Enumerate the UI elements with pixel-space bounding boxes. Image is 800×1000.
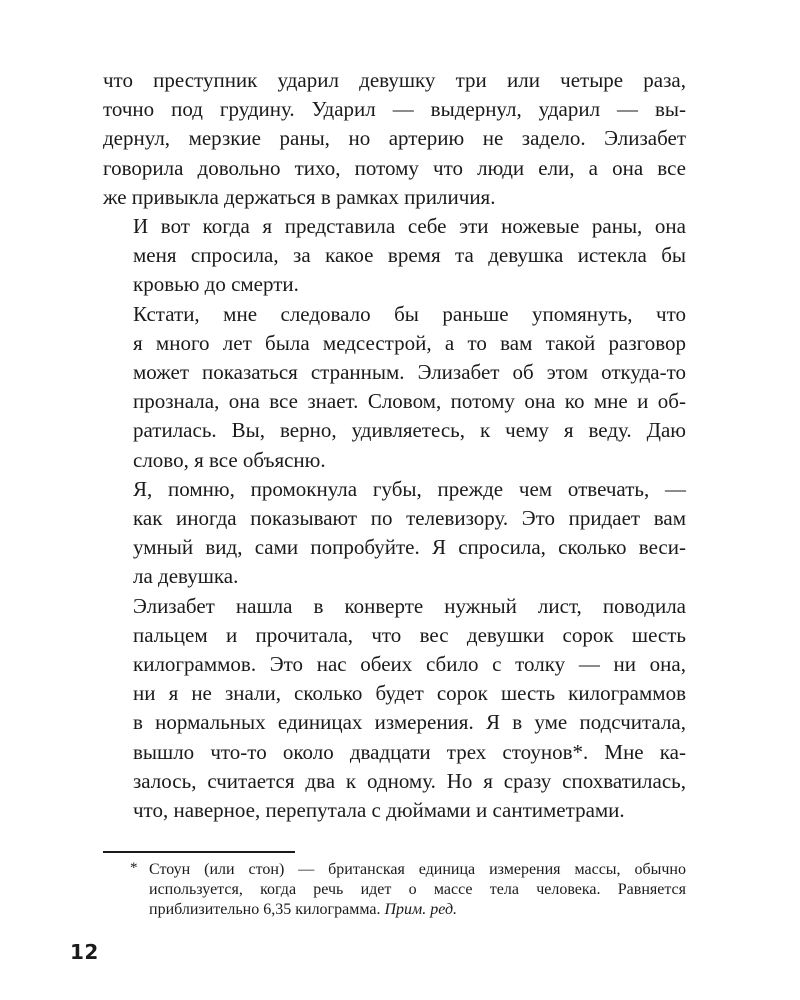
text-line: Я, помню, промокнула губы, прежде чем отвечать, — (133, 476, 686, 501)
text-line: килограммов. Это нас обеих сбило с толку — ни она, (133, 652, 686, 677)
text-line: пальцем и прочитала, что вес девушки сорок шесть (133, 622, 686, 647)
text-line: кровью до смерти. (133, 272, 299, 297)
paragraph-4 (103, 475, 686, 592)
footnote-text (149, 860, 686, 920)
text-line: умный вид, сами попробуйте. Я спросила, сколько веси- (133, 535, 686, 560)
paragraph-2 (103, 212, 686, 300)
text-line: Элизабет нашла в конверте нужный лист, поводила (133, 593, 686, 618)
paragraph-3 (103, 300, 686, 475)
text-line: меня спросила, за какое время та девушка истекла бы (133, 243, 686, 268)
footnote-marker: * (130, 860, 138, 876)
footnote-divider (103, 851, 295, 853)
footnote-line: используется, когда речь идет о массе тела человека. Равняется (149, 881, 686, 898)
text-line: может показаться странным. Элизабет об этом откуда-то (133, 360, 686, 385)
paragraph-5 (103, 592, 686, 826)
text-line: что, наверное, перепутала с дюймами и сантиметрами. (133, 798, 625, 823)
text-line: дернул, мерзкие раны, но артерию не задело. Элизабет (103, 126, 686, 151)
text-line: слово, я все объясню. (133, 447, 326, 472)
text-line: залось, считается два к одному. Но я сразу спохватилась, (133, 768, 686, 793)
text-line: Кстати, мне следовало бы раньше упомянуть, что (133, 301, 686, 326)
text-line: точно под грудину. Ударил — выдернул, ударил — вы- (103, 97, 686, 122)
text-line: что преступник ударил девушку три или четыре раза, (103, 68, 686, 92)
footnote-line: Стоун (или стон) — британская единица измерения массы, обычно (149, 861, 686, 878)
text-line: ратилась. Вы, верно, удивляетесь, к чему я веду. Даю (133, 418, 686, 443)
text-line: в нормальных единицах измерения. Я в уме подсчитала, (133, 710, 686, 735)
footnote (130, 860, 686, 920)
text-line: прознала, она все знает. Словом, потому она ко мне и об- (133, 389, 686, 414)
text-line: говорила довольно тихо, потому что люди ели, а она все (103, 155, 686, 180)
paragraph-1 (103, 66, 686, 212)
body-text (103, 66, 686, 825)
text-line: как иногда показывают по телевизору. Это придает вам (133, 506, 686, 531)
footnote-line (149, 900, 686, 920)
text-line: И вот когда я представила себе эти ножевые раны, она (133, 214, 686, 239)
text-line: ни я не знали, сколько будет сорок шесть килограммов (133, 681, 686, 706)
text-line: ла девушка. (133, 564, 239, 589)
footnote-last-line-text: приблизительно 6,35 килограмма. (149, 901, 381, 918)
page-number: 12 (70, 940, 99, 964)
editor-note: Прим. ред. (384, 901, 458, 918)
text-line: же привыкла держаться в рамках приличия. (103, 184, 496, 209)
text-line: я много лет была медсестрой, а то вам такой разговор (133, 330, 686, 355)
text-line: вышло что-то около двадцати трех стоунов*. Мне ка- (133, 739, 686, 764)
